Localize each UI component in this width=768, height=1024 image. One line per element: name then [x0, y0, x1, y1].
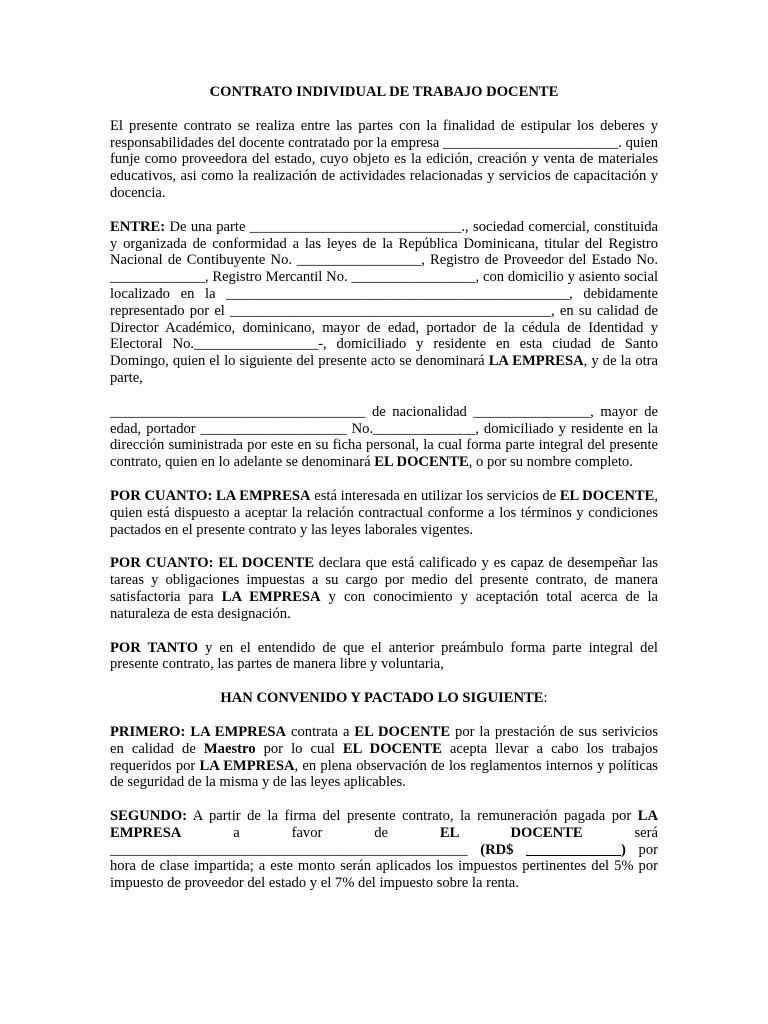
- por-tanto-text: y en el entendido de que el anterior preámbulo forma parte integral del presente contrato, las partes de manera libre y voluntaria,: [110, 639, 658, 673]
- por-cuanto-1-label: POR CUANTO:: [110, 487, 213, 504]
- docente-term: EL DOCENTE: [342, 740, 442, 757]
- rd-amount-blank: (RD$ _____________): [480, 841, 626, 858]
- intro-text: El presente contrato se realiza entre las partes con la finalidad de estipular los deberes y responsabilidades del docente contratado por la empresa ________________________. quien funje como proveedora del estado, cuyo objeto es la edición, creación y venta de materiales educativos, asi como la realización de actividades relacionadas y servicios de capacitación y docencia.: [110, 117, 658, 201]
- segundo-paragraph: [110, 808, 658, 892]
- primero-text-end: , en plena observación de los reglamentos internos y políticas de seguridad de la misma y de las leyes aplicables.: [110, 757, 658, 791]
- entre-text: De una parte _____________________________., sociedad comercial, constituida y organizada de conformidad a las leyes de la República Dominicana, titular del Registro Nacional de Contibuyente No. _________________, Registro de Proveedor del Estado No. _____________, Registro Mercantil No. _________________, con domicilio y asiento social localizado en la _______________________________________________, debidamente representado por el ____________________________________________, en su calidad de Director Académico, dominicano, mayor de edad, portador de la cédula de Identidad y Electoral No._________________-, domiciliado y residente en esta ciudad de Santo Domingo, quien el lo siguiente del presente acto se denominará: [110, 218, 658, 370]
- convenido-label: HAN CONVENIDO Y PACTADO LO SIGUIENTE: [220, 690, 544, 707]
- docente-term: EL DOCENTE: [218, 555, 314, 572]
- primero-text: acepta llevar a cabo los trabajos requeridos por: [110, 740, 658, 774]
- docente-party-paragraph: [110, 404, 658, 471]
- maestro-term: Maestro: [203, 740, 256, 757]
- por-cuanto-2-paragraph: [110, 555, 658, 622]
- entre-label: ENTRE:: [110, 218, 166, 235]
- segundo-text: A partir de la firma del presente contrato, la remuneración pagada por: [187, 808, 638, 825]
- segundo-label: SEGUNDO:: [110, 808, 188, 825]
- por-tanto-label: POR TANTO: [110, 639, 199, 656]
- por-cuanto-1-text: está interesada en utilizar los servicios de: [310, 487, 560, 504]
- por-cuanto-2-text: declara que está calificado y es capaz de desempeñar las tareas y obligaciones impuestas a su cargo por medio del presente contrato, de manera satisfactoria para: [110, 555, 659, 605]
- empresa-term: LA EMPRESA: [488, 353, 584, 370]
- empresa-term: LA EMPRESA: [216, 487, 311, 504]
- primero-text: por lo cual: [255, 740, 343, 757]
- empresa-term: LA EMPRESA: [199, 757, 295, 774]
- por-cuanto-1-paragraph: [110, 488, 658, 538]
- docente-term: EL DOCENTE: [559, 487, 655, 504]
- por-cuanto-1-text-end: , quien está dispuesto a aceptar la relación contractual conforme a los términos y condiciones pactados en el presente contrato y las leyes laborales vigentes.: [110, 487, 659, 538]
- docente-party-text-end: , o por su nombre completo.: [468, 454, 633, 471]
- primero-label: PRIMERO:: [110, 723, 186, 740]
- entre-text-end: , y de la otra parte,: [110, 353, 659, 386]
- docente-term: EL DOCENTE: [374, 454, 469, 471]
- empresa-term: LA EMPRESA: [110, 808, 658, 841]
- intro-paragraph: [110, 118, 658, 202]
- convenido-colon: :: [543, 690, 548, 707]
- segundo-text-end: por hora de clase impartida; a este monto serán aplicados los impuestos pertinentes del 5% por impuesto de proveedor del estado y el 7% del impuesto sobre la renta.: [110, 841, 659, 892]
- segundo-text: a favor de: [181, 824, 440, 841]
- docente-term: EL DOCENTE: [439, 824, 583, 841]
- primero-paragraph: [110, 724, 658, 791]
- primero-text: por la prestación de sus serivicios en calidad de: [110, 723, 659, 757]
- entre-paragraph: [110, 219, 658, 387]
- empresa-term: LA EMPRESA: [221, 588, 321, 605]
- section-heading: [110, 690, 658, 707]
- docente-party-text: ___________________________________ de nacionalidad ________________, mayor de edad, portador ____________________ No.______________, domiciliado y residente en la dirección suministrada por este en su ficha personal, la cual forma parte integral del presente contrato, quien en lo adelante se denominará: [110, 403, 658, 471]
- por-cuanto-2-label: POR CUANTO:: [110, 555, 214, 572]
- docente-term: EL DOCENTE: [354, 723, 451, 740]
- document-title: CONTRATO INDIVIDUAL DE TRABAJO DOCENTE: [209, 84, 559, 100]
- empresa-term: LA EMPRESA: [190, 723, 287, 740]
- por-tanto-paragraph: [110, 640, 658, 674]
- segundo-text: será _________________________________________________: [110, 824, 658, 858]
- primero-text: contrata a: [286, 723, 355, 740]
- por-cuanto-2-text-end: y con conocimiento y aceptación total acerca de la naturaleza de esta designación.: [110, 588, 659, 622]
